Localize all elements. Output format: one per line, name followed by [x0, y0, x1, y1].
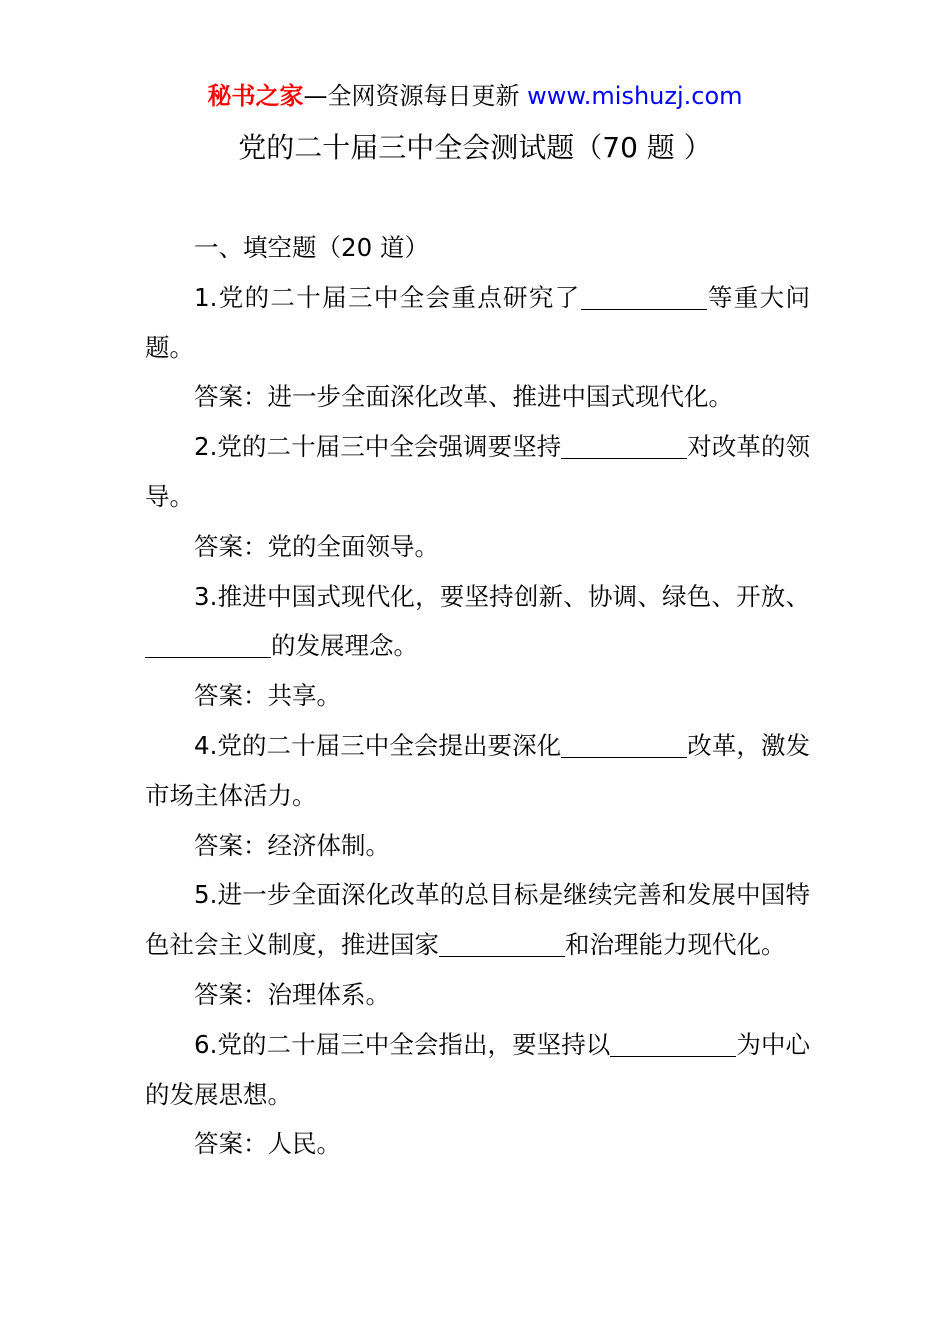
question-text-tail: 等重大问题。 [145, 282, 811, 362]
answer-6: 答案：人民。 [194, 1129, 341, 1159]
question-text: 3.推进中国式现代化，要坚持创新、协调、绿色、开放、 [194, 581, 810, 611]
question-5 [145, 870, 810, 970]
question-text: 5.进一步全面深化改革的总目标是继续完善和发展中国特色社会主义制度，推进国家 [145, 880, 810, 960]
brand-name: 秘书之家 [207, 82, 304, 110]
answer-blank [581, 279, 707, 310]
question-text-tail: 和治理能力现代化。 [565, 930, 786, 960]
answer-blank [145, 627, 271, 658]
site-header [0, 78, 950, 114]
answer-3: 答案：共享。 [194, 681, 341, 711]
question-text-tail: 对改革的领导。 [145, 432, 810, 511]
site-url-link[interactable]: www.mishuzj.com [527, 82, 743, 110]
answer-blank [610, 1026, 736, 1057]
question-6 [145, 1020, 810, 1120]
question-text-tail: 为中心的发展思想。 [145, 1029, 811, 1109]
question-text-tail: 改革，激发市场主体活力。 [145, 730, 810, 810]
header-tagline: —全网资源每日更新 [303, 82, 528, 110]
question-2 [145, 422, 810, 522]
answer-blank [561, 428, 687, 459]
document-body [145, 223, 810, 1169]
question-text: 1.党的二十届三中全会重点研究了 [194, 282, 581, 312]
section-heading: 一、填空题（20 道） [194, 233, 429, 262]
question-3 [145, 572, 810, 672]
answer-1: 答案：进一步全面深化改革、推进中国式现代化。 [194, 382, 733, 412]
question-text: 6.党的二十届三中全会指出，要坚持以 [194, 1029, 611, 1059]
answer-5: 答案：治理体系。 [194, 979, 390, 1009]
answer-2: 答案：党的全面领导。 [194, 531, 439, 561]
answer-blank [439, 926, 565, 957]
answer-4: 答案：经济体制。 [194, 830, 390, 860]
question-text: 4.党的二十届三中全会提出要深化 [194, 730, 562, 760]
answer-blank [561, 727, 687, 758]
question-text: 2.党的二十届三中全会强调要坚持 [194, 432, 562, 462]
question-4 [145, 721, 810, 821]
question-1 [145, 273, 810, 373]
question-text-tail: 的发展理念。 [271, 631, 418, 661]
document-title: 党的二十届三中全会测试题（70 题 ） [238, 131, 712, 164]
